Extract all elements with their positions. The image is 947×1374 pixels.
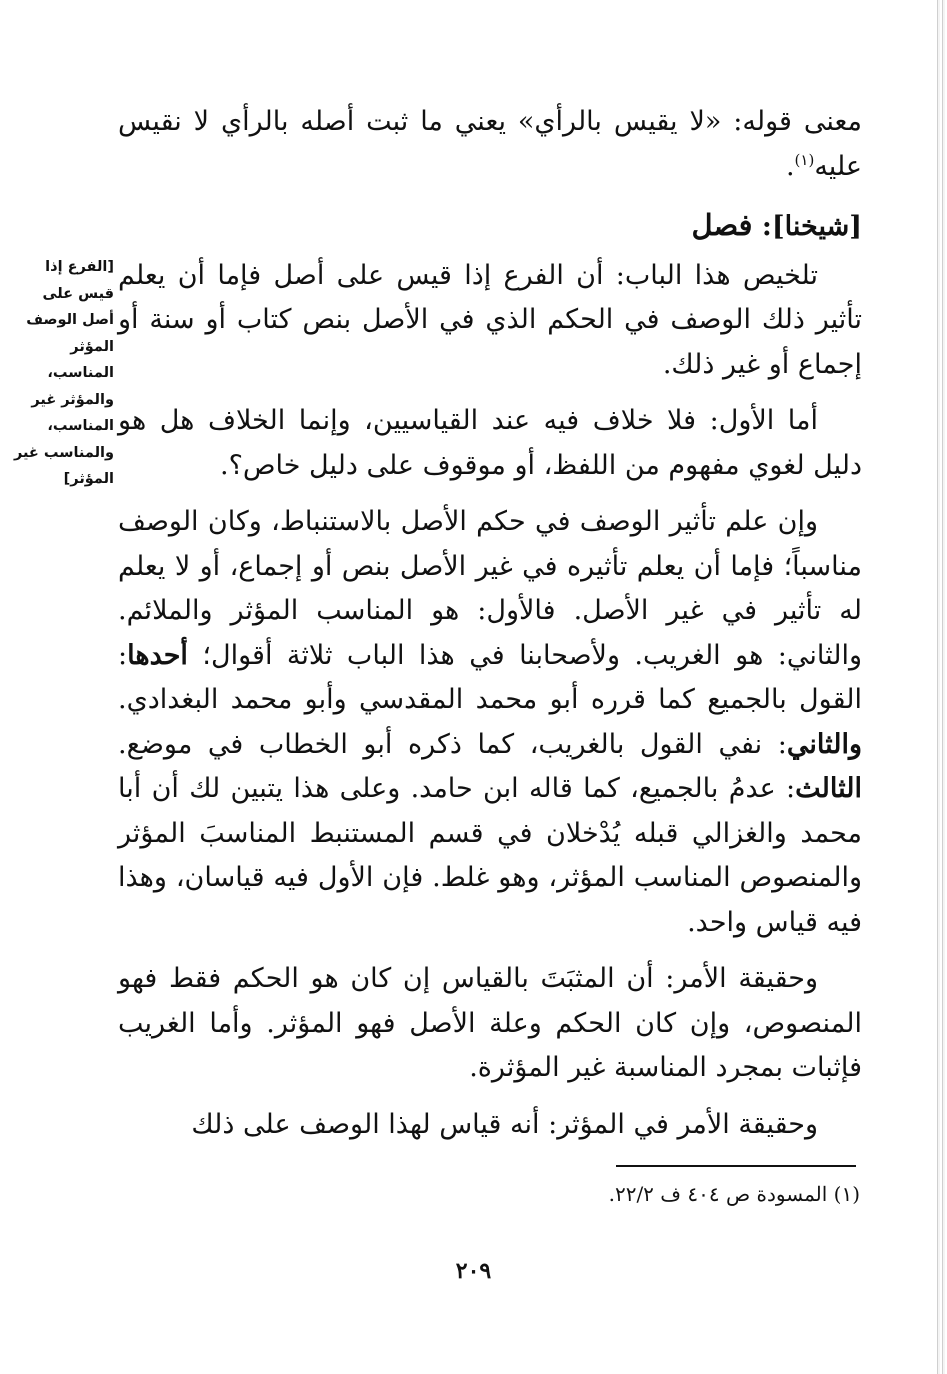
footnote: (١) المسودة ص ٤٠٤ ف ٢٢/٢. xyxy=(608,1182,860,1206)
page-edge xyxy=(935,0,947,1374)
paragraph-3: أما الأول: فلا خلاف فيه عند القياسيين، وإنما الخلاف هل هو دليل لغوي مفهوم من اللفظ، أو موقوف على دليل خاص؟. xyxy=(118,405,862,481)
paragraph-1: معنى قوله: «لا يقيس بالرأي» يعني ما ثبت أصله بالرأي لا نقيس عليه$^{(١)}$. xyxy=(118,106,862,182)
side-note: [الفرع إذا قيس على أصل الوصف المؤثر المناسب، والمؤثر غير المناسب، والمناسب غير المؤثر] xyxy=(13,259,114,487)
page-number: ٢٠٩ xyxy=(455,1258,492,1284)
paragraph-5: وحقيقة الأمر: أن المثبَتَ بالقياس إن كان هو الحكم فقط فهو المنصوص، وإن كان الحكم وعلة الأصل فهو المؤثر. وأما الغريب فإثبات بمجرد المناسبة غير المؤثرة. xyxy=(118,963,862,1083)
heading-title: فصل xyxy=(691,208,753,242)
paragraph-2: تلخيص هذا الباب: أن الفرع إذا قيس على أصل فإما أن يعلم تأثير ذلك الوصف في الحكم الذي في الأصل بنص كتاب أو سنة أو إجماع أو غير ذلك. xyxy=(118,259,862,380)
label-third: الثالث xyxy=(795,773,862,804)
footnote-ref: (١) xyxy=(794,150,815,169)
label-second: والثاني xyxy=(786,728,862,760)
paragraph-6: وحقيقة الأمر في المؤثر: أنه قياس لهذا الوصف على ذلك xyxy=(191,1108,818,1140)
heading-bracket: [شيخنا]: xyxy=(752,211,862,242)
paragraph-4: وإن علم تأثير الوصف في حكم الأصل بالاستنباط، وكان الوصف مناسباً؛ فإما أن يعلم تأثيره في غير الأصل بنص أو إجماع، أو لا يعلم له تأثير في غير الأصل. فالأول: هو المناسب المؤثر والملائم. والثاني: هو الغريب. ولأصحابنا في هذا الباب ثلاثة أقوال؛ أحدها: القول بالجميع كما قرره أبو محمد المقدسي وأبو محمد البغدادي. والثاني: نفي القول بالغريب، كما ذكره أبو الخطاب في موضع. الثالث: عدمُ بالجميع، كما قاله ابن حامد. وعلى هذا يتبين لك أن أبا محمد والغزالي قبله يُدْخلان في قسم المستنبط المناسبَ المؤثر والمنصوص المناسب المؤثر، وهو غلط. فإن الأول فيه قياسان، وهذا فيه قياس واحد. xyxy=(118,506,862,938)
footnote-rule xyxy=(616,1165,856,1167)
main-text xyxy=(118,100,862,1147)
label-first: أحدها xyxy=(127,639,188,671)
section-heading xyxy=(118,203,862,250)
